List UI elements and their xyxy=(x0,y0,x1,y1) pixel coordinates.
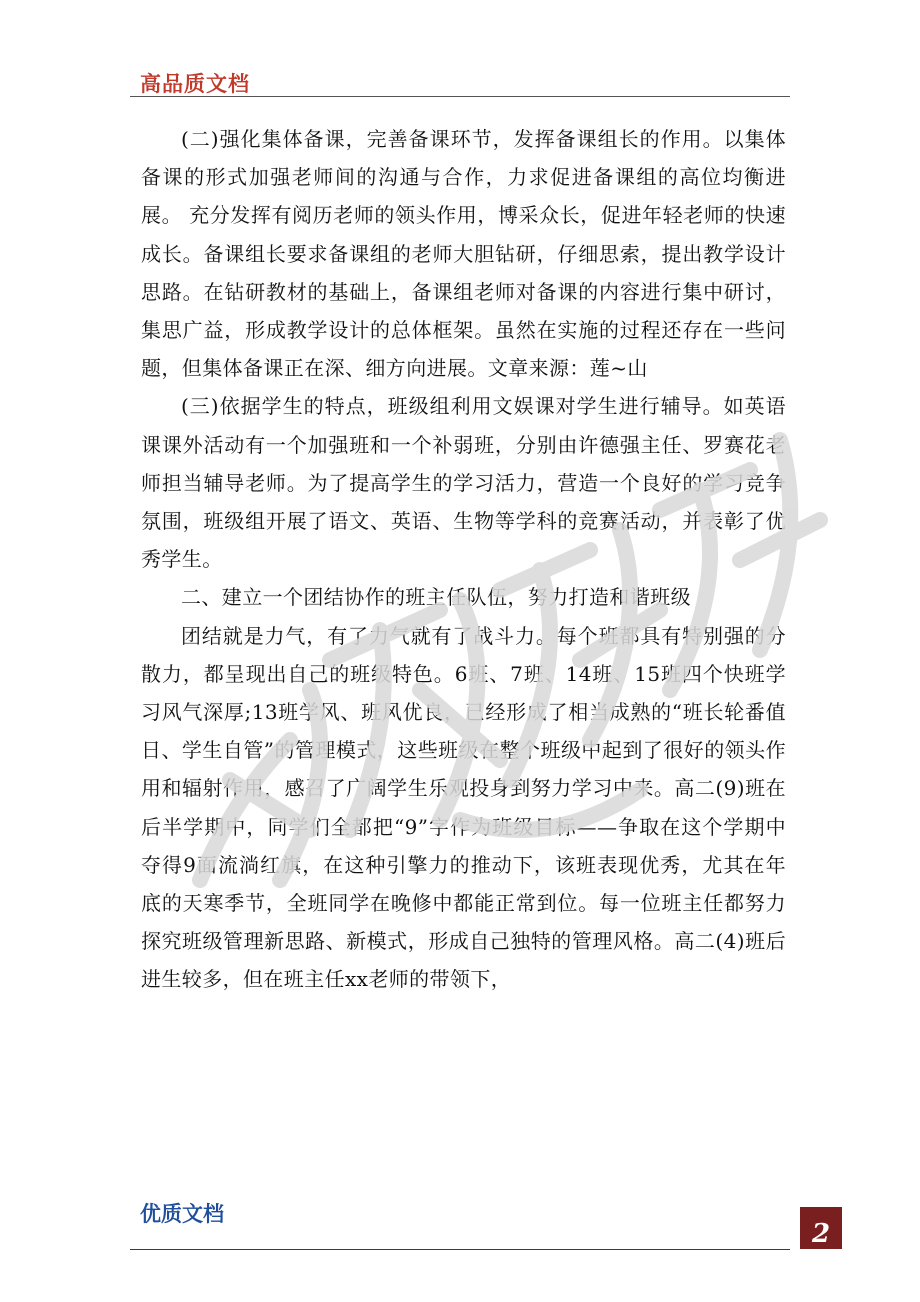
document-header-title: 高品质文档 xyxy=(140,72,250,96)
paragraph-unity-strength: 团结就是力气，有了力气就有了战斗力。每个班都具有特别强的分散力，都呈现出自己的班级特色。6班、7班、14班、15班四个快班学习风气深厚;13班学风、班风优良，已经形成了相当成熟的“班长轮番值日、学生自管”的管理模式，这些班级在整个班级中起到了很好的领头作用和辐射作用，感召了广阔学生乐观投身到努力学习中来。高二(9)班在后半学期中，同学们全都把“9”字作为班级目标——争取在这个学期中夺得9面流淌红旗，在这种引擎力的推动下，该班表现优秀，尤其在年底的天寒季节，全班同学在晚修中都能正常到位。每一位班主任都努力探究班级管理新思路、新模式，形成自己独特的管理风格。高二(4)班后进生较多，但在班主任xx老师的带领下， xyxy=(141,623,786,992)
page-number: 2 xyxy=(811,1219,831,1249)
page-number-badge xyxy=(800,1207,842,1249)
paragraph-collective-lesson-prep: (二)强化集体备课，完善备课环节，发挥备课组长的作用。以集体备课的形式加强老师间的沟通与合作，力求促进备课组的高位均衡进展。 充分发挥有阅历老师的领头作用，博采众长，促进年轻老师的快速成长。备课组长要求备课组的老师大胆钻研，仔细思索，提出教学设计思路。在钻研教材的基础上，备课组老师对备课的内容进行集中研讨，集思广益，形成教学设计的总体框架。虽然在实施的过程还存在一些问题，但集体备课正在深、细方向进展。文章来源：莲~山 xyxy=(141,127,786,381)
document-footer-label: 优质文档 xyxy=(140,1202,224,1226)
document-body xyxy=(141,120,786,999)
paragraph-student-tutoring: (三)依据学生的特点，班级组利用文娱课对学生进行辅导。如英语课课外活动有一个加强班和一个补弱班，分别由许德强主任、罗赛花老师担当辅导老师。为了提高学生的学习活力，营造一个良好的学习竞争氛围，班级组开展了语文、英语、生物等学科的竞赛活动，并表彰了优秀学生。 xyxy=(141,394,786,572)
header-divider xyxy=(130,96,790,97)
section-heading-class-teacher-team: 二、建立一个团结协作的班主任队伍，努力打造和谐班级 xyxy=(181,585,691,610)
footer-divider xyxy=(130,1249,790,1250)
